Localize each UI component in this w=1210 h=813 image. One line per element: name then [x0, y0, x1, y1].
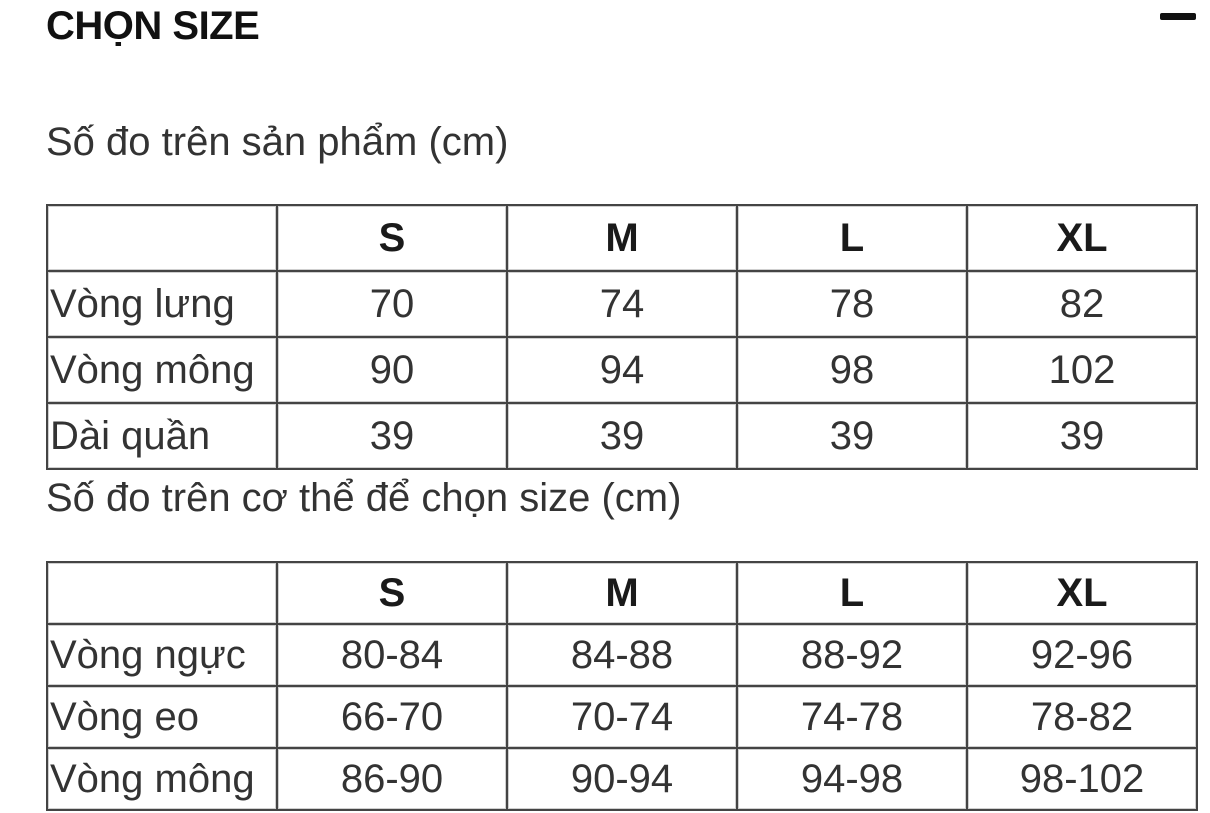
table-cell: 39	[737, 403, 967, 469]
table-row	[47, 337, 1197, 403]
row-label: Vòng ngực	[47, 624, 277, 686]
table-cell: 102	[967, 337, 1197, 403]
table-row	[47, 686, 1197, 748]
table-cell: 39	[507, 403, 737, 469]
table-cell: 39	[967, 403, 1197, 469]
minus-icon[interactable]	[1160, 10, 1196, 22]
table-cell: 80-84	[277, 624, 507, 686]
header-cell-size: S	[277, 562, 507, 624]
row-label: Vòng mông	[47, 748, 277, 810]
body-measurements-heading: Số đo trên cơ thể để chọn size (cm)	[46, 476, 682, 520]
table-cell: 94-98	[737, 748, 967, 810]
table-cell: 78	[737, 271, 967, 337]
product-measurements-table	[46, 204, 1198, 470]
header-cell-size: XL	[967, 205, 1197, 271]
table-cell: 92-96	[967, 624, 1197, 686]
table-cell: 70	[277, 271, 507, 337]
table-row	[47, 403, 1197, 469]
table-cell: 98	[737, 337, 967, 403]
page-title: CHỌN SIZE	[46, 4, 260, 48]
table-cell: 78-82	[967, 686, 1197, 748]
table-cell: 82	[967, 271, 1197, 337]
row-label: Vòng mông	[47, 337, 277, 403]
table-row	[47, 624, 1197, 686]
table-cell: 74-78	[737, 686, 967, 748]
table-header-row	[47, 205, 1197, 271]
table-cell: 66-70	[277, 686, 507, 748]
header-cell-size: L	[737, 205, 967, 271]
header-cell-size: L	[737, 562, 967, 624]
table-cell: 94	[507, 337, 737, 403]
table-row	[47, 748, 1197, 810]
row-label: Vòng eo	[47, 686, 277, 748]
table-row	[47, 271, 1197, 337]
table-cell: 84-88	[507, 624, 737, 686]
minus-icon-bar	[1160, 13, 1196, 20]
body-measurements-table	[46, 561, 1198, 811]
table-cell: 86-90	[277, 748, 507, 810]
header-cell-empty	[47, 562, 277, 624]
product-measurements-heading: Số đo trên sản phẩm (cm)	[46, 120, 509, 164]
header-cell-size: S	[277, 205, 507, 271]
header-cell-size: XL	[967, 562, 1197, 624]
table-cell: 88-92	[737, 624, 967, 686]
table-header-row	[47, 562, 1197, 624]
table-cell: 90	[277, 337, 507, 403]
table-cell: 98-102	[967, 748, 1197, 810]
row-label: Dài quần	[47, 403, 277, 469]
table-cell: 70-74	[507, 686, 737, 748]
header-cell-empty	[47, 205, 277, 271]
header-cell-size: M	[507, 205, 737, 271]
table-cell: 74	[507, 271, 737, 337]
row-label: Vòng lưng	[47, 271, 277, 337]
header-cell-size: M	[507, 562, 737, 624]
table-cell: 90-94	[507, 748, 737, 810]
table-cell: 39	[277, 403, 507, 469]
